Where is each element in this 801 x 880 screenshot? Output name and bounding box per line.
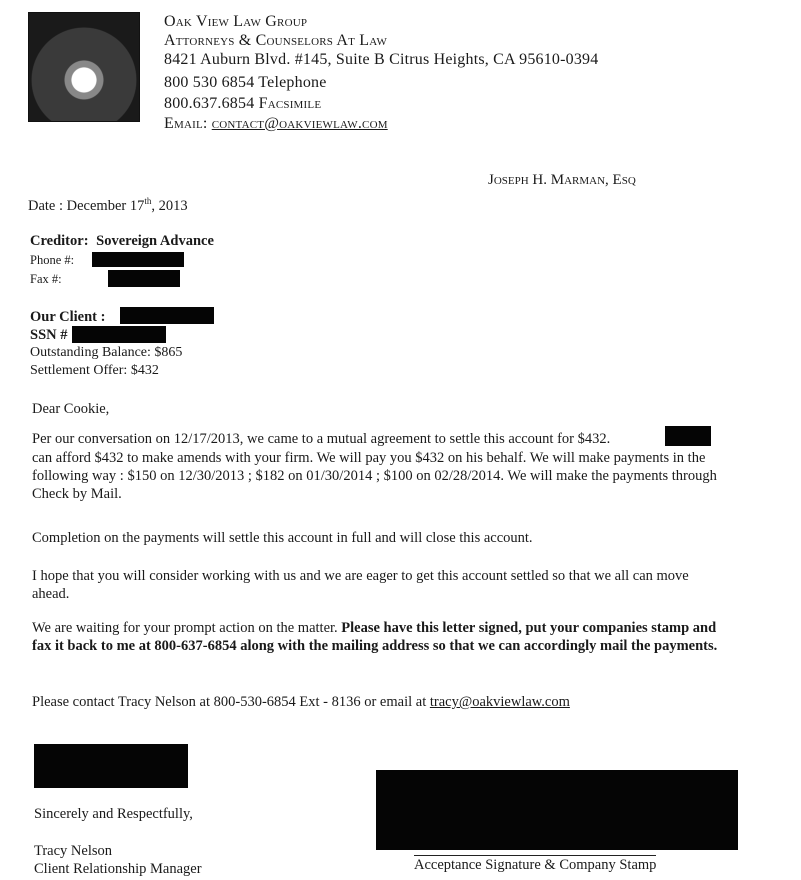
creditor-line bbox=[30, 233, 214, 250]
para1-rest: can afford $432 to make amends with your firm. We will pay you $432 on his behalf. We will make payments in the following way : $150 on 12/30/2013 ; $182 on 01/30/2014 ; $100 on 02/28/2014. We will make the payments through Check by Mail. bbox=[32, 450, 717, 502]
redaction-creditor-phone bbox=[92, 252, 184, 267]
redaction-signature bbox=[34, 744, 188, 788]
para4-bold: Please have this letter signed, put your companies stamp and fax it back to me at 800-637-6854 along with the mailing address so that we can accordingly mail the payments. bbox=[32, 620, 718, 654]
firm-fax: 800.637.6854 Facsimile bbox=[164, 95, 322, 112]
para4 bbox=[32, 619, 722, 655]
date-label: Date : December 17 bbox=[28, 197, 145, 214]
para5-text: Please contact Tracy Nelson at 800-530-6854 Ext - 8136 or email at bbox=[32, 694, 427, 710]
firm-logo bbox=[28, 12, 140, 122]
creditor-fax-label: Fax #: bbox=[30, 272, 62, 286]
signer-title: Client Relationship Manager bbox=[34, 861, 202, 877]
redaction-client-name bbox=[120, 307, 214, 324]
firm-subtitle: Attorneys & Counselors At Law bbox=[164, 32, 388, 49]
para3: I hope that you will consider working with us and we are eager to get this account settled so that we all can move ahead. bbox=[32, 568, 689, 602]
creditor-label: Creditor: bbox=[30, 233, 89, 249]
ssn-label: SSN # bbox=[30, 327, 68, 343]
firm-name: Oak View Law Group bbox=[164, 13, 308, 30]
redaction-ssn bbox=[72, 326, 166, 343]
sign-off: Sincerely and Respectfully, bbox=[34, 806, 193, 822]
redaction-creditor-fax bbox=[108, 270, 180, 287]
date-year: , 2013 bbox=[151, 197, 188, 214]
para4-plain: We are waiting for your prompt action on the matter. bbox=[32, 620, 338, 636]
date-suffix: th bbox=[144, 196, 152, 206]
letter-date bbox=[28, 196, 188, 215]
contact-email-link[interactable]: tracy@oakviewlaw.com bbox=[429, 694, 570, 710]
para1-first-line: Per our conversation on 12/17/2013, we came to a mutual agreement to settle this account for $432. bbox=[32, 431, 611, 447]
creditor-name: Sovereign Advance bbox=[96, 233, 214, 249]
redaction-acceptance-stamp bbox=[376, 770, 738, 850]
salutation: Dear Cookie, bbox=[32, 401, 110, 417]
firm-phone: 800 530 6854 Telephone bbox=[164, 74, 327, 91]
acceptance-signature-label: Acceptance Signature & Company Stamp bbox=[414, 857, 657, 873]
settlement-offer: Settlement Offer: $432 bbox=[30, 363, 159, 378]
client-label: Our Client : bbox=[30, 309, 106, 325]
signer-name: Tracy Nelson bbox=[34, 843, 113, 859]
attorney-name: Joseph H. Marman, Esq bbox=[488, 172, 636, 188]
outstanding-balance: Outstanding Balance: $865 bbox=[30, 345, 183, 360]
creditor-phone-label: Phone #: bbox=[30, 253, 75, 267]
firm-email-link[interactable]: contact@oakviewlaw.com bbox=[211, 115, 388, 132]
firm-email-line bbox=[164, 114, 388, 133]
email-label: Email: bbox=[164, 115, 208, 132]
firm-address: 8421 Auburn Blvd. #145, Suite B Citrus Heights, CA 95610-0394 bbox=[164, 51, 599, 68]
redaction-client-name-body bbox=[665, 426, 711, 446]
para5 bbox=[32, 694, 570, 711]
para2: Completion on the payments will settle this account in full and will close this account. bbox=[32, 530, 533, 546]
